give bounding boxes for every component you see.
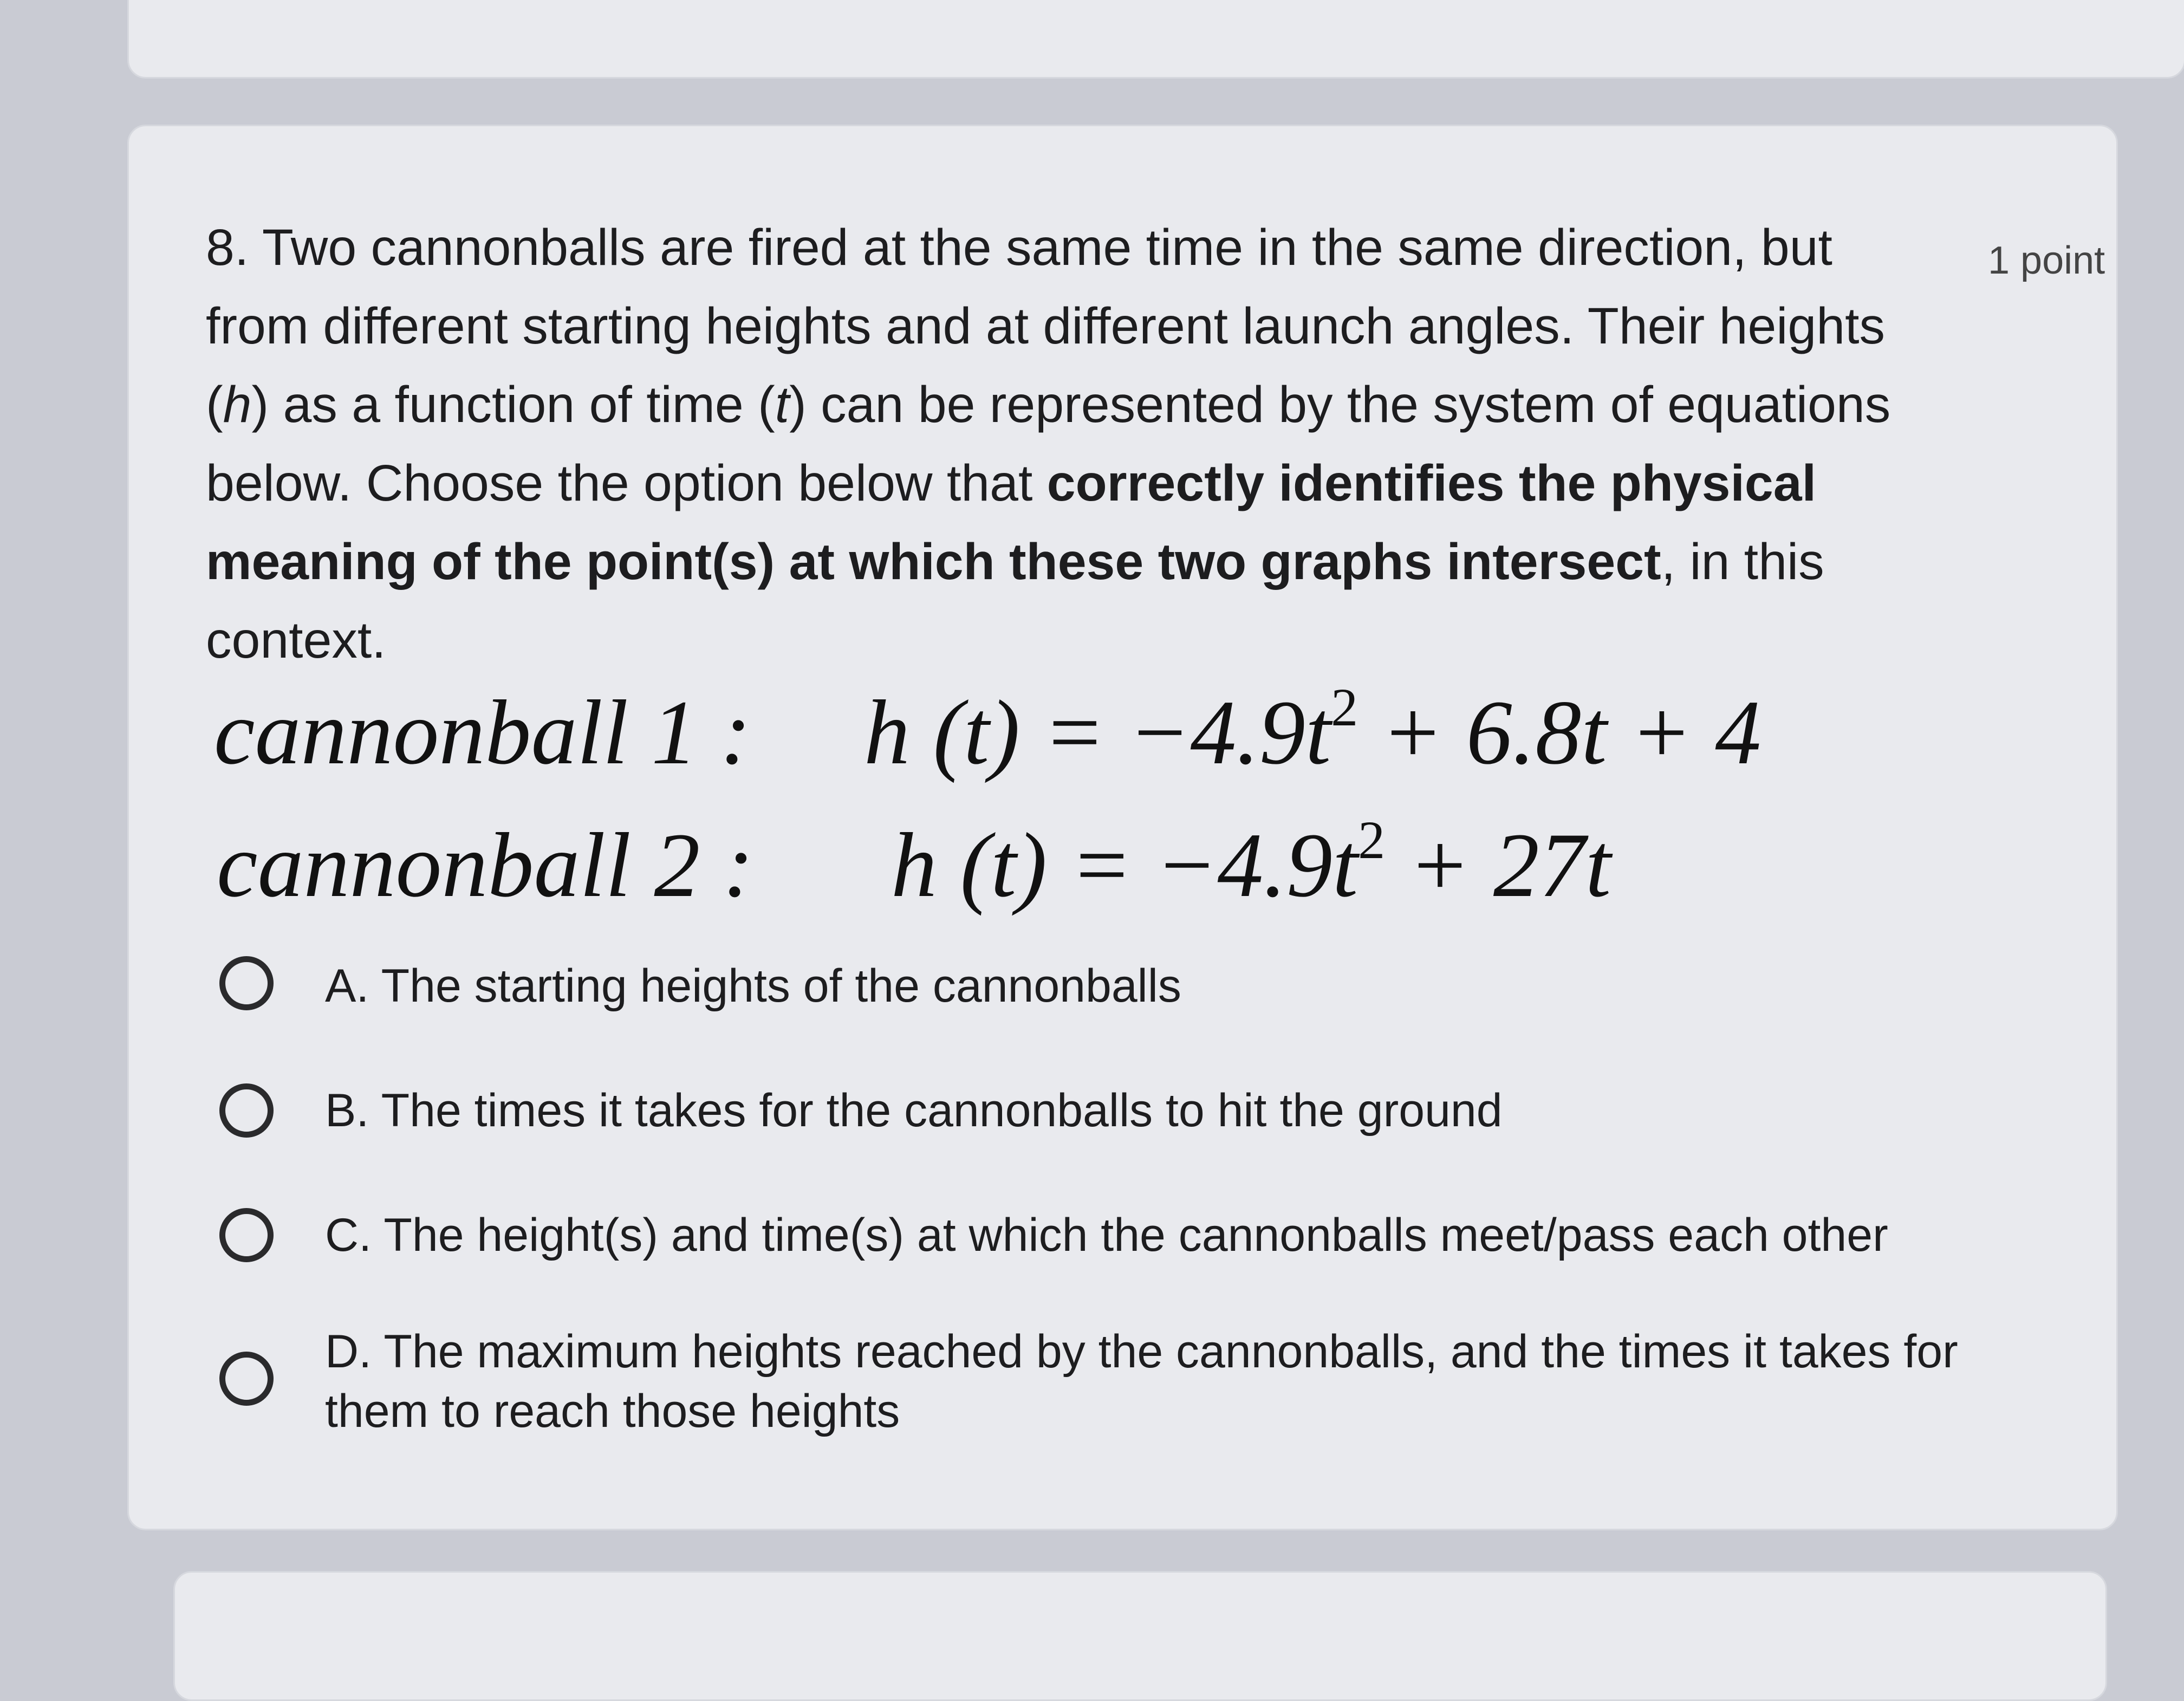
radio-button-b[interactable] — [219, 1083, 274, 1138]
question-emphasis: correctly identifies the physical meaning of the point(s) at which these two graphs intersect — [206, 455, 1816, 590]
equation-label: cannonball 2 : — [217, 814, 754, 916]
question-text: 8. Two cannonballs are fired at the same time in the same direction, but from different starting heights and at different launch angles. Their heights (h) as a function of time (t) can be represented by the system of equations below. Choose the option below that correctly identifies the physical meaning of the point(s) at which these two graphs intersect, in this context. — [206, 219, 1891, 669]
option-d-label: D. The maximum heights reached by the cannonballs, and the times it takes for them to reach those heights — [325, 1326, 1958, 1437]
option-c-label: C. The height(s) and time(s) at which the cannonballs meet/pass each other — [325, 1209, 1888, 1261]
option-a-label: A. The starting heights of the cannonballs — [325, 960, 1181, 1012]
question-number: 8. — [206, 219, 249, 276]
radio-button-c[interactable] — [219, 1208, 274, 1262]
points-label: 1 point — [1988, 239, 2105, 282]
radio-button-a[interactable] — [219, 956, 274, 1010]
next-question-card — [173, 1571, 2107, 1701]
equation-formula: h $(t) = -4.9t^2 + 27t$ — [891, 810, 1611, 916]
radio-button-d[interactable] — [219, 1352, 274, 1406]
equation-formula: h $(t) = -4.9t^2 + 6.8t + 4$ — [864, 677, 1761, 783]
option-b-label: B. The times it takes for the cannonballs to hit the ground — [325, 1085, 1503, 1137]
equation-cannonball-1 — [214, 677, 1761, 785]
t-variable: t — [775, 376, 790, 433]
previous-question-card — [127, 0, 2184, 79]
equation-label: cannonball 1 : — [214, 681, 751, 783]
h-variable: h — [223, 376, 252, 433]
equation-cannonball-2 — [217, 810, 1611, 918]
